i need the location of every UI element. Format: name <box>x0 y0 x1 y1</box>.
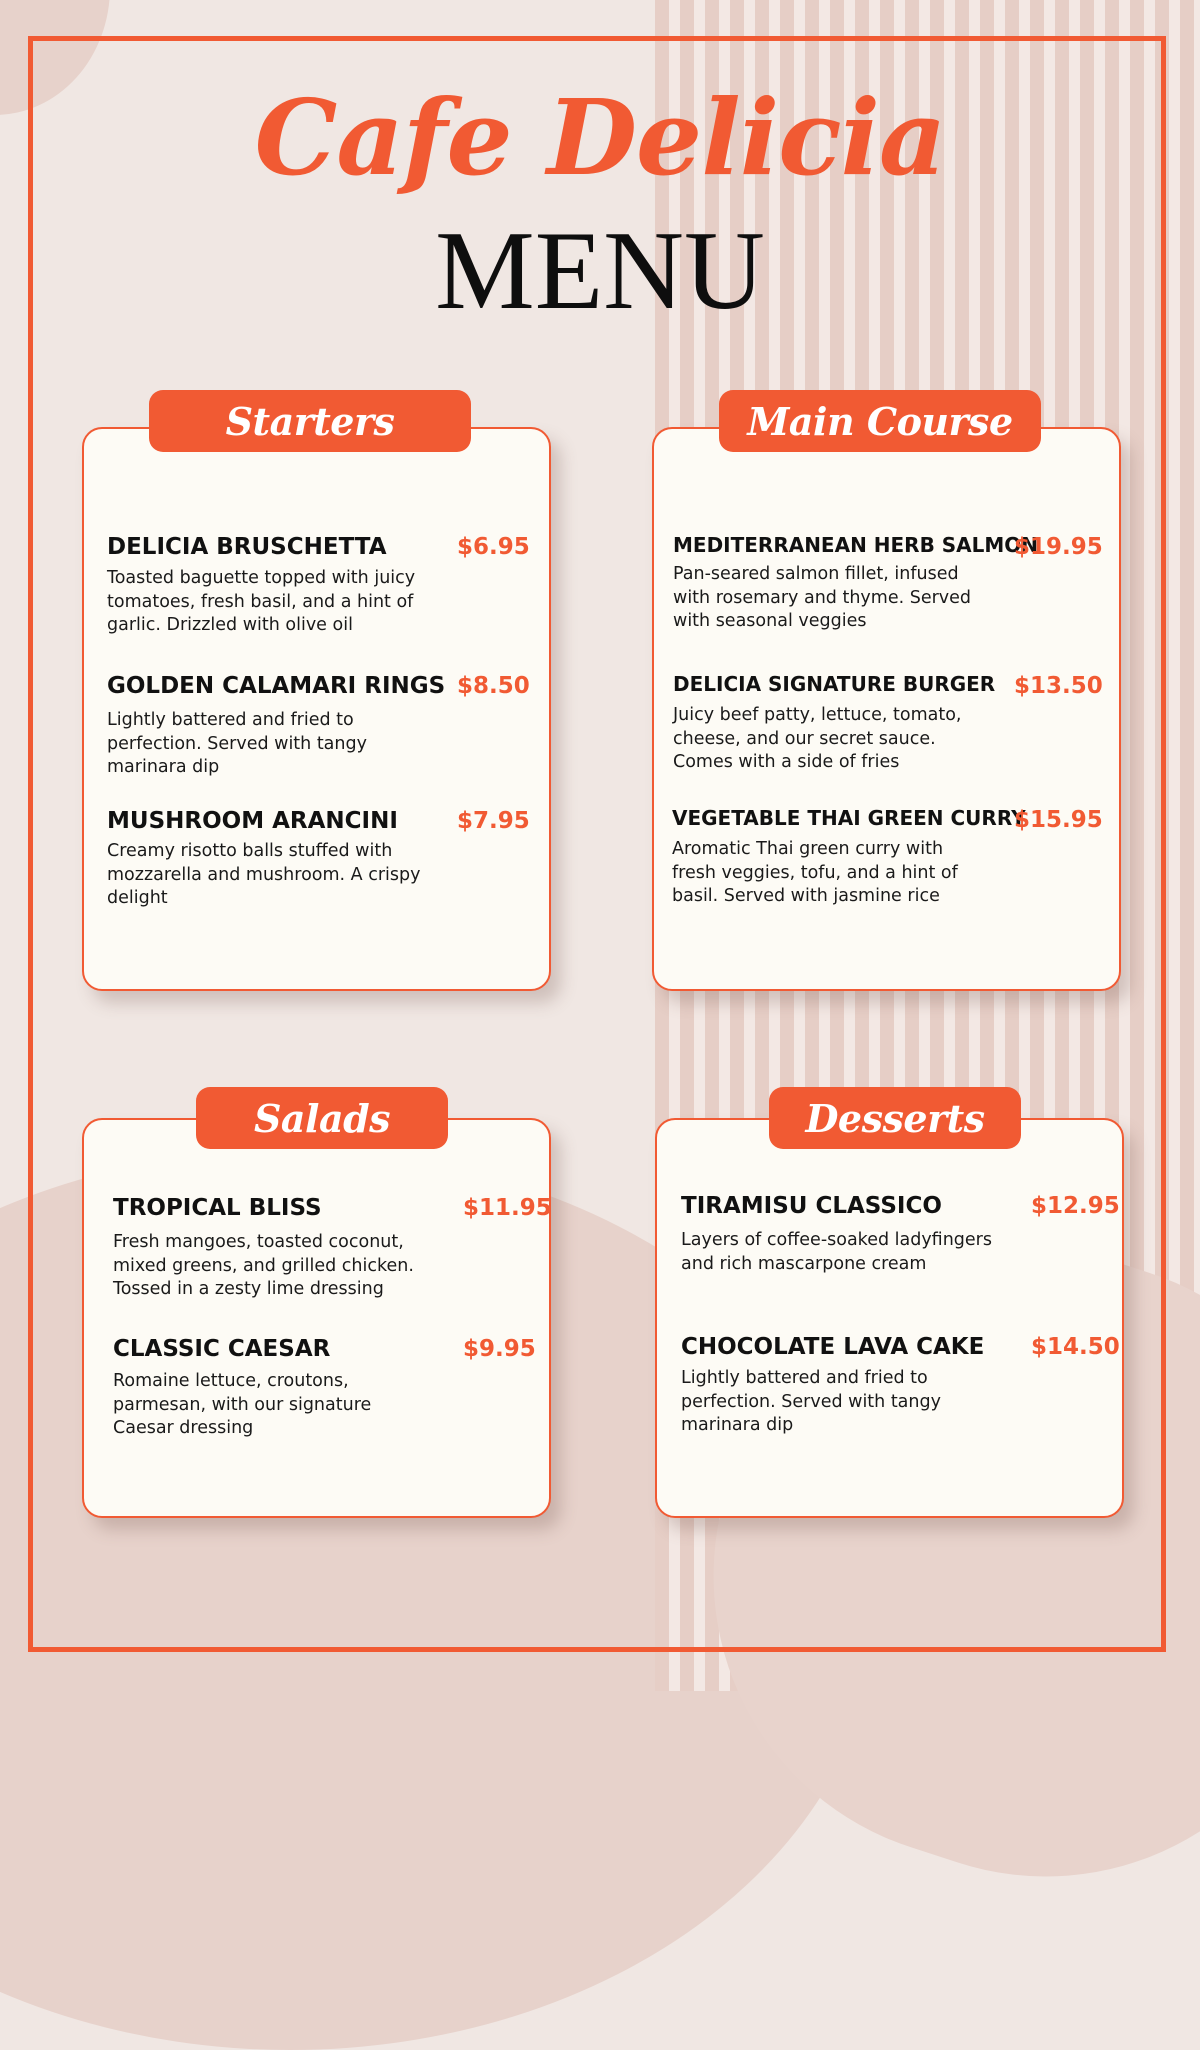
item-price: $11.95 <box>463 1195 552 1221</box>
item-name: CHOCOLATE LAVA CAKE <box>681 1334 985 1360</box>
item-name: TIRAMISU CLASSICO <box>681 1193 942 1219</box>
starters-card <box>82 427 551 991</box>
item-name: DELICIA BRUSCHETTA <box>107 534 387 560</box>
item-price: $9.95 <box>463 1336 536 1362</box>
section-tab-main-course: Main Course <box>719 390 1041 452</box>
item-name: VEGETABLE THAI GREEN CURRY <box>672 806 1026 830</box>
section-tab-salads: Salads <box>196 1087 448 1149</box>
item-price: $7.95 <box>457 808 530 834</box>
item-name: DELICIA SIGNATURE BURGER <box>673 672 996 696</box>
salads-card <box>82 1118 551 1518</box>
item-description: Fresh mangoes, toasted coconut, mixed greens, and grilled chicken. Tossed in a zesty lime dressing <box>113 1232 414 1299</box>
menu-heading: MENU <box>435 209 765 333</box>
item-description: Lightly battered and fried to perfection. Served with tangy marinara dip <box>681 1368 941 1435</box>
section-tab-desserts: Desserts <box>769 1087 1021 1149</box>
section-tab-starters: Starters <box>149 390 471 452</box>
item-description: Juicy beef patty, lettuce, tomato, cheese, and our secret sauce. Comes with a side of fries <box>673 705 962 772</box>
item-description: Pan-seared salmon fillet, infused with rosemary and thyme. Served with seasonal veggies <box>673 564 972 631</box>
item-price: $19.95 <box>1014 534 1103 560</box>
item-description: Aromatic Thai green curry with fresh veggies, tofu, and a hint of basil. Served with jasmine rice <box>672 839 958 906</box>
item-description: Layers of coffee-soaked ladyfingers and rich mascarpone cream <box>681 1230 992 1274</box>
item-price: $15.95 <box>1014 807 1103 833</box>
item-price: $14.50 <box>1031 1334 1120 1360</box>
item-price: $12.95 <box>1031 1193 1120 1219</box>
item-price: $8.50 <box>457 673 530 699</box>
main-course-card <box>652 427 1121 991</box>
item-name: TROPICAL BLISS <box>113 1195 322 1221</box>
item-description: Lightly battered and fried to perfection. Served with tangy marinara dip <box>107 710 367 777</box>
item-description: Toasted baguette topped with juicy tomatoes, fresh basil, and a hint of garlic. Drizzled with olive oil <box>107 568 416 635</box>
restaurant-name: Cafe Delicia <box>254 76 946 199</box>
item-name: GOLDEN CALAMARI RINGS <box>107 673 446 699</box>
desserts-card <box>655 1118 1124 1518</box>
item-price: $13.50 <box>1014 673 1103 699</box>
item-description: Romaine lettuce, croutons, parmesan, with our signature Caesar dressing <box>113 1371 372 1438</box>
item-name: MUSHROOM ARANCINI <box>107 808 398 834</box>
item-name: CLASSIC CAESAR <box>113 1336 331 1362</box>
item-description: Creamy risotto balls stuffed with mozzarella and mushroom. A crispy delight <box>107 841 421 908</box>
item-price: $6.95 <box>457 534 530 560</box>
item-name: MEDITERRANEAN HERB SALMON <box>673 533 1039 557</box>
